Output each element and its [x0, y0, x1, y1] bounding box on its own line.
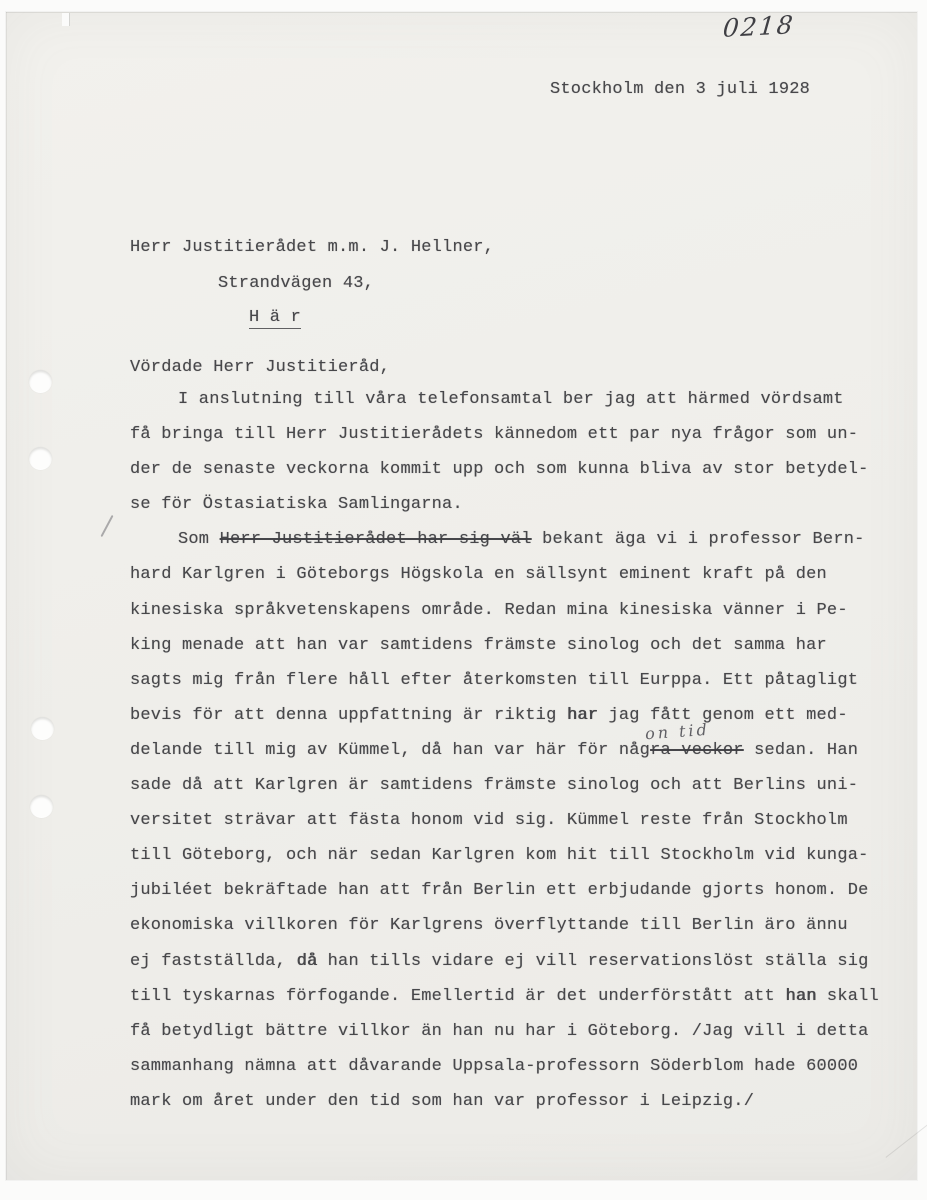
- typed-line: [130, 522, 920, 557]
- paper-edge-notch: [62, 13, 70, 26]
- punch-hole: [31, 717, 54, 740]
- text-segment: der de senaste veckorna kommit upp och som kunna bliva av stor betydel-: [130, 460, 869, 480]
- handwritten-page-number: 0218: [721, 10, 796, 43]
- text-segment: till Göteborg, och när sedan Karlgren kom hit till Stockholm vid kunga-: [130, 846, 869, 866]
- typed-line: [130, 1084, 920, 1119]
- letter-body: [130, 382, 920, 1119]
- text-segment: king menade att han var samtidens främste sinolog och det samma har: [130, 635, 827, 655]
- text-segment: bevis för att denna uppfattning är riktig: [130, 705, 567, 725]
- typed-line: [130, 1014, 920, 1049]
- text-segment: få bringa till Herr Justitierådets kännedom ett par nya frågor som un-: [130, 425, 859, 445]
- salutation: Vördade Herr Justitieråd,: [130, 358, 391, 377]
- typed-line: [130, 979, 920, 1014]
- text-segment: sedan. Han: [743, 740, 859, 760]
- typed-line: [130, 944, 920, 979]
- text-segment: till tyskarnas förfogande. Emellertid är det underförstått att: [130, 986, 786, 1006]
- text-segment: då: [296, 951, 318, 971]
- text-segment: jag fått genom ett med-: [598, 705, 848, 725]
- typed-line: [130, 768, 920, 803]
- text-segment: han: [785, 986, 817, 1006]
- dateline: Stockholm den 3 juli 1928: [550, 80, 811, 99]
- typed-line: [130, 593, 920, 628]
- typed-line: [130, 733, 920, 768]
- recipient-street-line: Strandvägen 43,: [218, 274, 375, 293]
- typed-line: [130, 838, 920, 873]
- struck-text-segment: Herr Justitierådet har sig väl: [219, 530, 532, 550]
- recipient-city-line: H ä r: [249, 308, 302, 327]
- text-segment: skall: [816, 986, 879, 1006]
- typed-line: [130, 417, 920, 452]
- text-segment: I anslutning till våra telefonsamtal ber jag att härmed vördsamt: [178, 390, 844, 409]
- typed-line: [130, 557, 920, 592]
- punch-hole: [29, 447, 52, 470]
- text-segment: Som: [178, 530, 220, 550]
- text-segment: delande till mig av Kümmel, då han var här för någ: [130, 740, 651, 760]
- text-segment: sammanhang nämna att dåvarande Uppsala-professorn Söderblom hade 60000: [130, 1056, 859, 1076]
- struck-text-segment: ra veckor: [650, 740, 744, 760]
- text-segment: mark om året under den tid som han var professor i Leipzig./: [130, 1091, 755, 1111]
- text-segment: kinesiska språkvetenskapens område. Redan mina kinesiska vänner i Pe-: [130, 600, 848, 620]
- typed-line: [130, 1049, 920, 1084]
- text-segment: ej fastställda,: [130, 951, 297, 971]
- typed-line: [130, 908, 920, 943]
- recipient-name-line: Herr Justitierådet m.m. J. Hellner,: [130, 238, 495, 257]
- typed-line: [130, 452, 920, 487]
- punch-hole: [29, 370, 52, 393]
- typed-line: [130, 873, 920, 908]
- text-segment: sagts mig från flere håll efter återkomsten till Eurppa. Ett påtagligt: [130, 670, 859, 690]
- text-segment: han tills vidare ej vill reservationslöst ställa sig: [317, 951, 869, 971]
- text-segment: sade då att Karlgren är samtidens främste sinolog och att Berlins uni-: [130, 776, 859, 796]
- typed-line: [130, 628, 920, 663]
- text-segment: få betydligt bättre villkor än han nu har i Göteborg. /Jag vill i detta: [130, 1021, 869, 1041]
- text-segment: ekonomiska villkoren för Karlgrens överflyttande till Berlin äro ännu: [130, 916, 848, 936]
- typed-line: [130, 698, 920, 733]
- text-segment: bekant äga vi i professor Bern-: [531, 530, 865, 550]
- text-segment: versitet strävar att fästa honom vid sig. Kümmel reste från Stockholm: [130, 811, 848, 831]
- paper-left-edge: [6, 12, 7, 1180]
- typed-line: [130, 487, 920, 522]
- text-segment: se för Östasiatiska Samlingarna.: [130, 495, 463, 515]
- punch-hole: [30, 795, 53, 818]
- typed-line: [130, 663, 920, 698]
- typed-line: [130, 382, 920, 417]
- text-segment: jubiléet bekräftade han att från Berlin ett erbjudande gjorts honom. De: [130, 881, 869, 901]
- text-segment: har: [566, 705, 599, 725]
- typed-line: [130, 803, 920, 838]
- text-segment: hard Karlgren i Göteborgs Högskola en sällsynt eminent kraft på den: [130, 565, 827, 585]
- handwritten-insertion: on tid: [644, 719, 711, 744]
